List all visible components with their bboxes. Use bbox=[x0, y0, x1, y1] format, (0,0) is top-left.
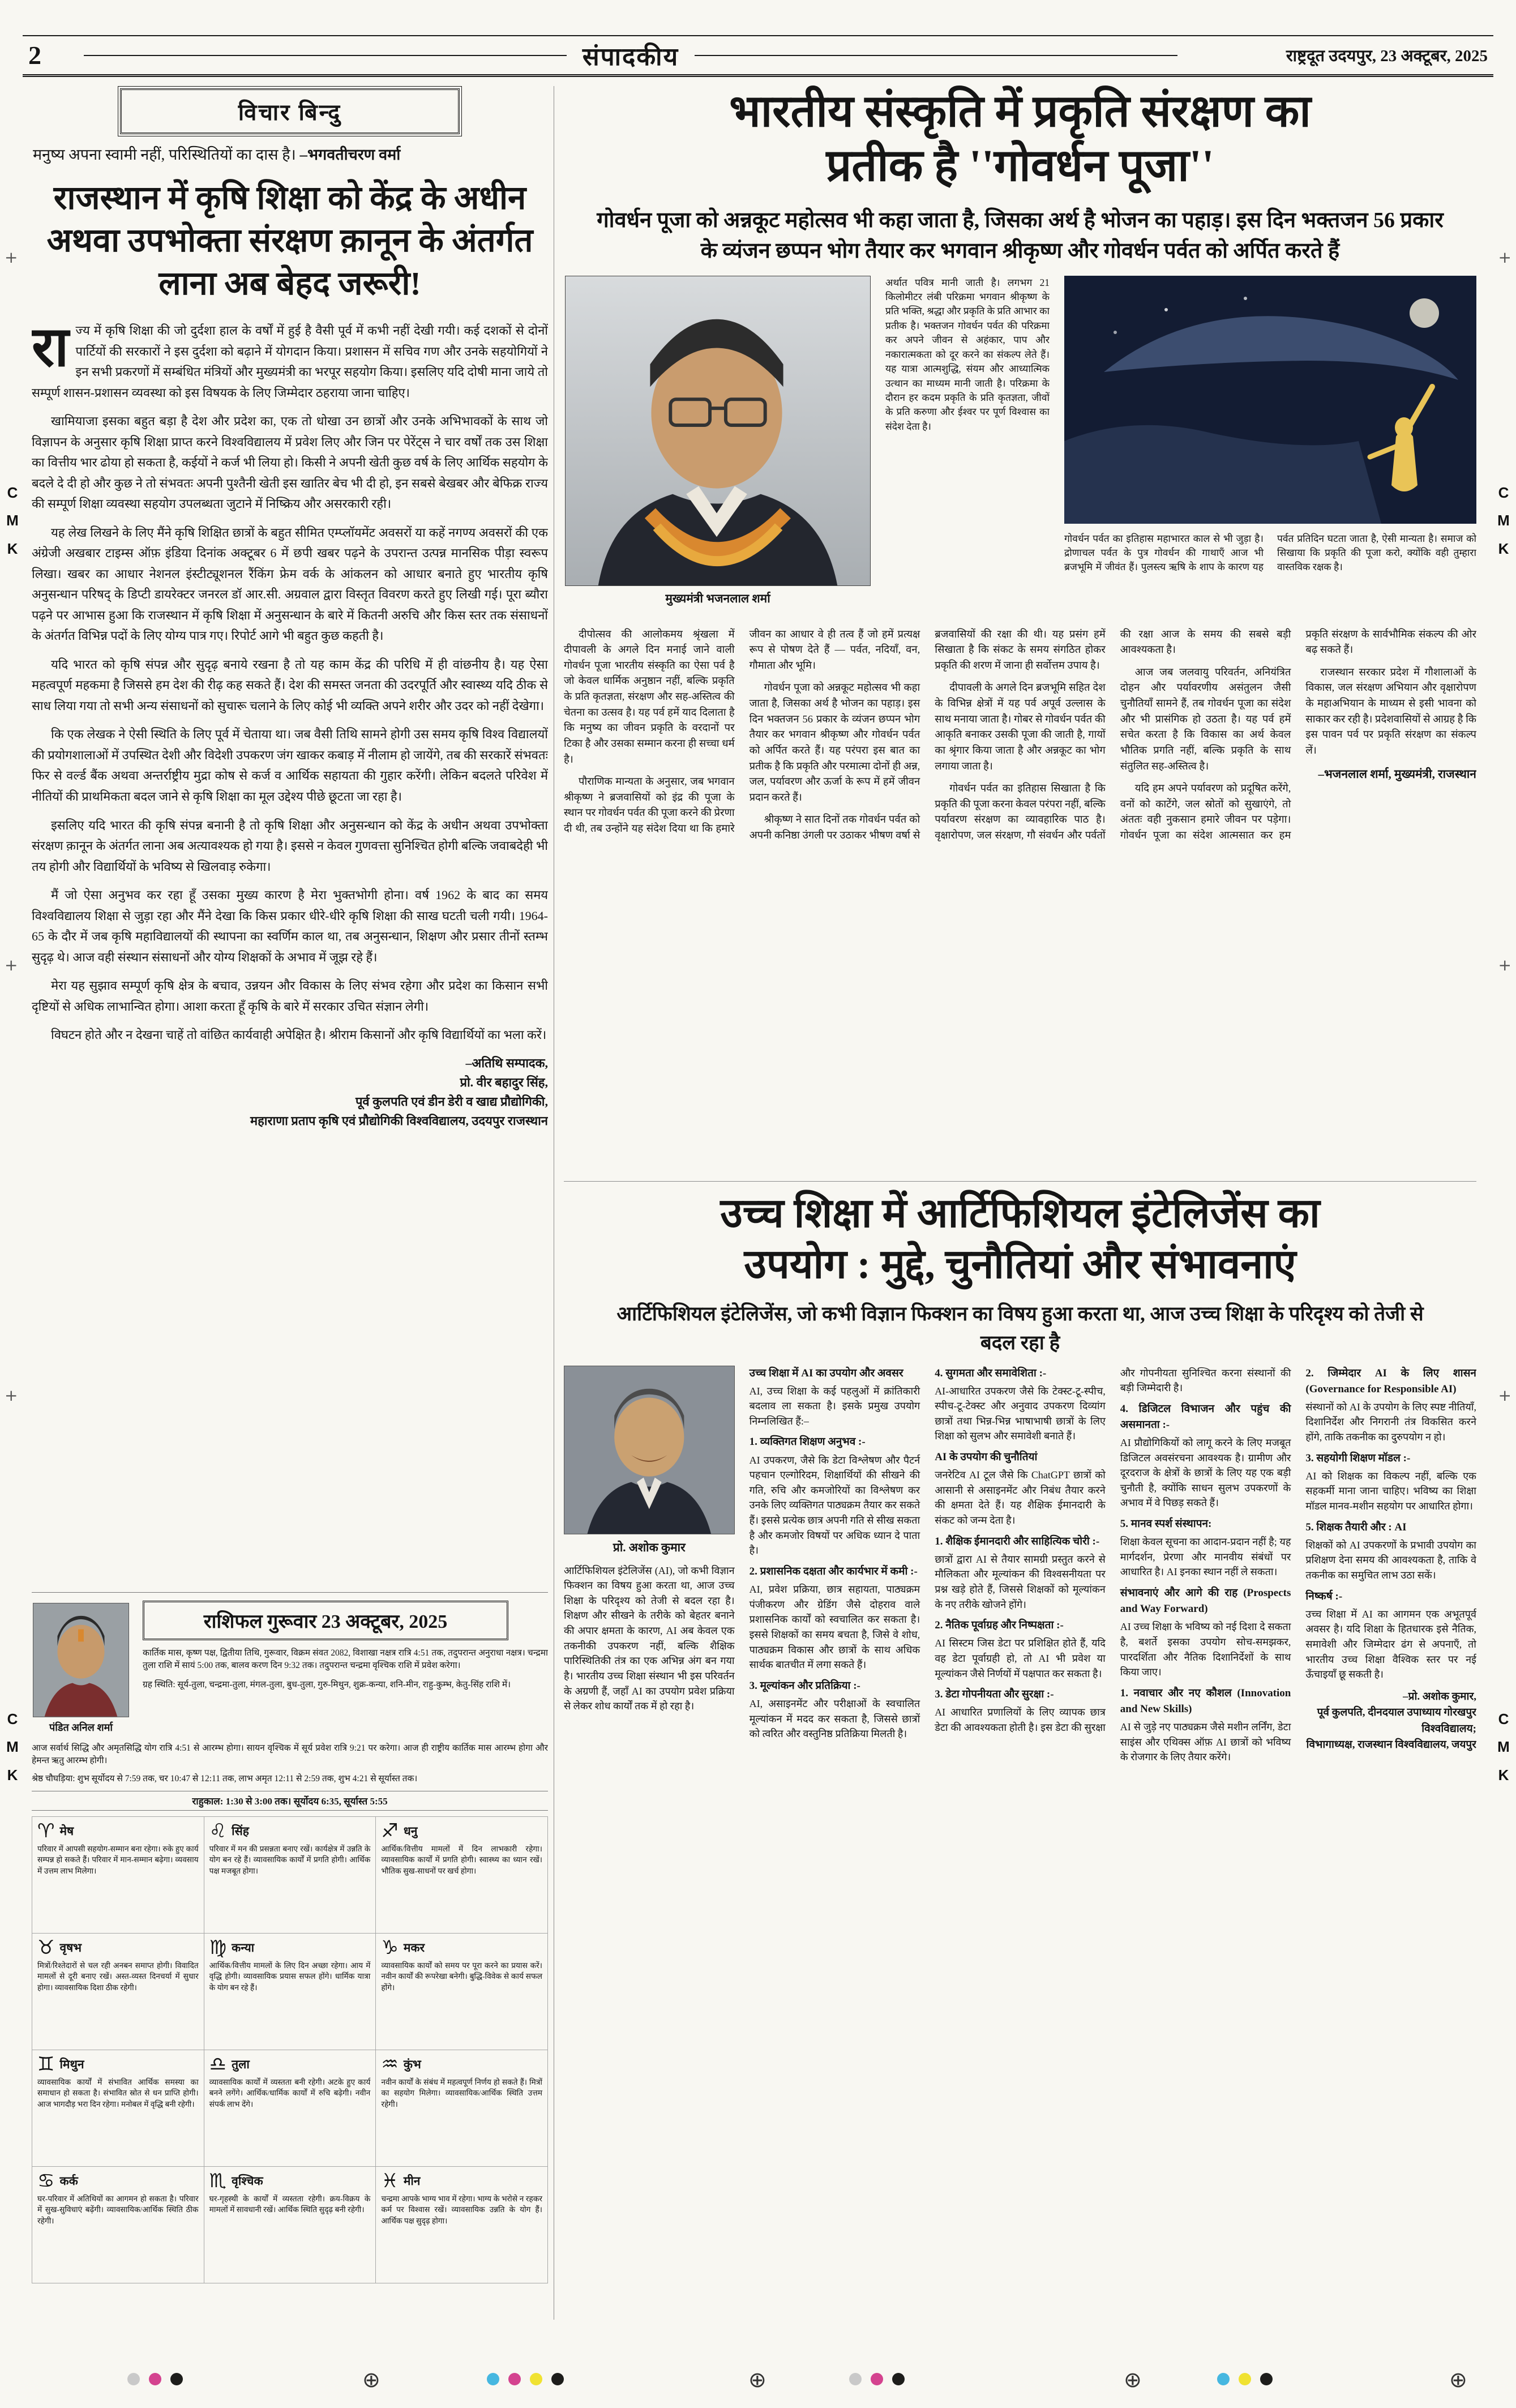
aquarius-icon: ♒ bbox=[381, 2053, 399, 2076]
pandit-caption: पंडित अनिल शर्मा bbox=[49, 1722, 113, 1733]
horoscope-header bbox=[32, 1601, 548, 1737]
horoscope-panchang: कार्तिक मास, कृष्ण पक्ष, द्वितीया तिथि, गुरूवार, विक्रम संवत 2082, विशाखा नक्षत्र रात्रि 4:51 तक, तदुपरान्त अनुराधा नक्षत्र। चन्द्रमा तुला राशि में सायं 5:00 तक, बालव करण दिन 9:32 तक। तदुपरान्त चन्द्रमा वृश्चिक राशि में प्रवेश करेगा। bbox=[143, 1648, 548, 1670]
main-headline-line1: भारतीय संस्कृति में प्रकृति संरक्षण का bbox=[729, 87, 1311, 136]
article-paragraph: गोवर्धन पर्वत का इतिहास सिखाता है कि प्रकृति की पूजा करना केवल परंपरा नहीं, बल्कि पर्यावरण संरक्षण का व्यावहारिक पाठ है। वृक्षारोपण, जल संरक्षण, गौ संवर्धन और पर्वतों की रक्षा आज के समय की सबसे बड़ी आवश्यकता है। bbox=[935, 628, 1291, 841]
krishna-illustration-figure bbox=[1064, 276, 1476, 524]
professor-photo-caption: प्रो. अशोक कुमार bbox=[613, 1540, 686, 1554]
cmk-mark-right-top: C M K bbox=[1497, 484, 1510, 557]
register-plus-mark: + bbox=[5, 248, 18, 267]
register-plus-mark: + bbox=[1498, 1386, 1511, 1405]
left-column bbox=[32, 86, 548, 1584]
zodiac-singh: ♌ सिंह परिवार में मन की प्रसन्नता बनाए रखें। कार्यक्षेत्र में उन्नति के योग बन रहे हैं। व्यावसायिक कार्यों में प्रगति होगी। आर्थिक पक्ष मजबूत होगा। bbox=[204, 1817, 376, 1934]
zodiac-vrishabh: ♉ वृषभ मित्रों/रिश्तेदारों से चल रही अनबन समाप्त होगी। विवादित मामलों से दूरी बनाए रखें। अस्त-व्यस्त दिनचर्या में सुधार होगा। व्यावसायिक दिशा ठीक रहेगी। bbox=[32, 1934, 204, 2050]
ai-block: 1. शैक्षिक ईमानदारी और साहित्यिक चोरी :- छात्रों द्वारा AI से तैयार सामग्री प्रस्तुत करने से मौलिकता और मूल्यांकन की विश्वसनीयता पर प्रश्न खड़े होते हैं, जिससे शिक्षकों को मूल्यांकन के नए तरीके खोजने होंगे। bbox=[935, 1535, 1106, 1610]
ai-article-byline: –प्रो. अशोक कुमार, पूर्व कुलपति, दीनदयाल उपाध्याय गोरखपुर विश्वविद्यालय; विभागाध्यक्ष, राजस्थान विश्वविद्यालय, जयपुर bbox=[1306, 1690, 1476, 1751]
article-paragraph: राज्य में कृषि शिक्षा की जो दुर्दशा हाल के वर्षों में हुई है वैसी पूर्व में कभी नहीं देखी गयी। कई दशकों से दोनों पार्टियों की सरकारों ने इस दुर्दशा को बढ़ाने में योगदान किया। प्रशासन में सचिव गण और उनके सहयोगियों ने इन सभी प्रकरणों में सम्बंधित मंत्रियों और मुख्यमंत्री का भरपूर सहयोग किया। इसलिए यदि दोषी माना जाये तो सम्पूर्ण शासन-प्रशासन व्यवस्था को इस विषयक के लिए जिम्मेदार ठहराया जाना चाहिए। bbox=[32, 317, 548, 400]
ai-headline-line2: उपयोग : मुद्दे, चुनौतियां और संभावनाएं bbox=[744, 1242, 1296, 1287]
ai-block: 3. सहयोगी शिक्षण मॉडल :- AI को शिक्षक का विकल्प नहीं, बल्कि एक सहकर्मी माना जाना चाहिए। भविष्य का शिक्षा मॉडल मानव-मशीन सहयोग पर आधारित होगा। bbox=[1305, 1452, 1476, 1512]
register-plus-mark: + bbox=[1498, 248, 1511, 267]
cm-photo-caption: मुख्यमंत्री भजनलाल शर्मा bbox=[665, 591, 770, 605]
pisces-icon: ♓ bbox=[381, 2170, 399, 2192]
main-middle-text: अर्थात पवित्र मानी जाती है। लगभग 21 किलोमीटर लंबी परिक्रमा भगवान श्रीकृष्ण के प्रति भक्ति, श्रद्धा और प्रकृति के प्रति आभार का प्रतीक है। भक्तजन गोवर्धन पर्वत की परिक्रमा कर अपने जीवन से अहंकार, पाप और नकारात्मकता को दूर करने का संकल्प लेते हैं। यह यात्रा आत्मशुद्धि, संयम और आध्यात्मिक उत्थान का माध्यम मानी जाती है। परिक्रमा के दौरान हर कदम प्रकृति के प्रति कृतज्ञता, जीवों के प्रति करुणा और ईश्वर पर पूर्ण विश्वास का संदेश देता है। bbox=[885, 276, 1050, 432]
cm-photo bbox=[565, 276, 871, 586]
govardhan-article bbox=[564, 85, 1476, 1177]
color-dots-group bbox=[849, 2373, 905, 2385]
left-article-signoff: –अतिथि सम्पादक, प्रो. वीर बहादुर सिंह, पूर्व कुलपति एवं डीन डेरी व खाद्य प्रौद्योगिकी, महाराणा प्रताप कृषि एवं प्रौद्योगिकी विश्वविद्यालय, उदयपुर राजस्थान bbox=[250, 1055, 548, 1128]
ai-block: 4. सुगमता और समावेशिता :- AI-आधारित उपकरण जैसे कि टेक्स्ट-टू-स्पीच, स्पीच-टू-टेक्स्ट और अनुवाद उपकरण दिव्यांग छात्रों तथा भिन्न-भिन्न भाषाभाषी छात्रों के लिए शिक्षा को सुलभ और समावेशी बनाते हैं। bbox=[935, 1367, 1106, 1442]
article-paragraph: यदि भारत को कृषि संपन्न और सुदृढ़ बनाये रखना है तो यह काम केंद्र की परिधि में ही वांछनीय है। यह ऐसा महत्वपूर्ण महकमा है जिससे हम देश की रीढ़ कह सकते हैं। देश की समस्त जनता की उदरपूर्ति और स्वास्थ्य यदि ठीक से साध लिया गया तो सभी अन्य संसाधनों को सुचारू चलाने के लिए कोई भी व्यक्ति अपने शरीर और उदर को नहीं देखेगा। bbox=[32, 657, 548, 713]
zodiac-grid bbox=[32, 1816, 548, 2283]
virgo-icon: ♍ bbox=[209, 1936, 227, 1959]
register-plus-mark: + bbox=[5, 1386, 18, 1405]
article-paragraph: विघटन होते और न देखना चाहें तो वांछित कार्यवाही अपेक्षित है। श्रीराम किसानों और कृषि विद्यार्थियों का भला करें। bbox=[51, 1028, 547, 1042]
zodiac-dhanu: ♐ धनु आर्थिक/वित्तीय मामलों में दिन लाभकारी रहेगा। व्यावसायिक कार्यों में प्रगति होगी। स्वास्थ्य का ध्यान रखें। भौतिक सुख-साधनों पर खर्च होगा। bbox=[376, 1817, 548, 1934]
ai-block: उच्च शिक्षा में AI का उपयोग और अवसर AI, उच्च शिक्षा के कई पहलुओं में क्रांतिकारी बदलाव ला सकता है। इसके प्रमुख उपयोग निम्नलिखित हैं:– bbox=[749, 1367, 920, 1427]
color-dots-group bbox=[1217, 2373, 1273, 2385]
main-headline-line2: प्रतीक है ''गोवर्धन पूजा'' bbox=[826, 142, 1214, 191]
crosshair-mark: ⊕ bbox=[1124, 2367, 1142, 2392]
main-article-body bbox=[564, 627, 1476, 1159]
article-divider-horizontal bbox=[564, 1181, 1476, 1182]
page-number: 2 bbox=[28, 41, 41, 70]
horoscope-yoga: आज सर्वार्थ सिद्धि और अमृतसिद्धि योग रात्रि 4:51 से आरम्भ होगा। सायन वृश्चिक में सूर्य प्रवेश रात्रि 9:21 पर करेगा। आज ही राष्ट्रीय कार्तिक मास आरम्भ होगा और हेमन्त ऋतु आरम्भ होगी। bbox=[32, 1743, 548, 1765]
main-standfirst: गोवर्धन पूजा को अन्नकूट महोत्सव भी कहा जाता है, जिसका अर्थ है भोजन का पहाड़। इस दिन भक्तजन 56 प्रकार के व्यंजन छप्पन भोग तैयार कर भगवान श्रीकृष्ण और गोवर्धन पर्वत को अर्पित करते हैं bbox=[597, 208, 1444, 263]
masthead bbox=[23, 35, 1493, 77]
article-paragraph: पौराणिक मान्यता के अनुसार, जब भगवान श्रीकृष्ण ने ब्रजवासियों को इंद्र की पूजा के स्थान पर गोवर्धन पर्वत की पूजा करने की प्रेरणा दी थी, तब उन्होंने यह संदेश दिया था कि हमारे जीवन का आधार वे ही तत्व हैं जो हमें प्रत्यक्ष रूप से पोषण देते हैं — पर्वत, नदियाँ, वन, गौमाता और भूमि। bbox=[564, 628, 920, 834]
quote-text: मनुष्य अपना स्वामी नहीं, परिस्थितियों का दास है। bbox=[33, 146, 296, 163]
ai-block: 5. शिक्षक तैयारी और : AI शिक्षकों को AI उपकरणों के प्रभावी उपयोग का प्रशिक्षण देना समय की आवश्यकता है, ताकि वे तकनीक का समुचित लाभ उठा सकें। bbox=[1305, 1521, 1476, 1581]
article-paragraph: इसलिए यदि भारत की कृषि संपन्न बनानी है तो कृषि शिक्षा और अनुसन्धान को केंद्र के अधीन अथवा उपभोक्ता संरक्षण क़ानून के अंतर्गत लाना अब अत्यावश्यक हो गया है। इससे न केवल गुणवत्ता सुनिश्चित होगी बल्कि जवाबदेही भी तय होगी और विद्यार्थियों के भविष्य से खिलवाड़ रुकेगा। bbox=[32, 818, 548, 874]
edition-date: राष्ट्रदूत उदयपुर, 23 अक्टूबर, 2025 bbox=[1286, 47, 1488, 65]
ai-block: निष्कर्ष :- उच्च शिक्षा में AI का आगमन एक अभूतपूर्व अवसर है। यदि शिक्षा के हितधारक इसे नैतिक, समावेशी और जिम्मेदार ढंग से अपनाएँ, तो भारतीय उच्च शिक्षा वैश्विक स्तर पर नई ऊँचाइयाँ छू सकती है। bbox=[1305, 1590, 1476, 1680]
professor-photo bbox=[564, 1366, 735, 1534]
zodiac-kumbh: ♒ कुंभ नवीन कार्यों के संबंध में महत्वपूर्ण निर्णय हो सकते हैं। मित्रों का सहयोग मिलेगा। व्यावसायिक/आर्थिक स्थिति उत्तम रहेगी। bbox=[376, 2050, 548, 2167]
article-paragraph: गोवर्धन पूजा को अन्नकूट महोत्सव भी कहा जाता है, जिसका अर्थ है भोजन का पहाड़। इस दिन भक्तजन 56 प्रकार के व्यंजन छप्पन भोग तैयार कर भगवान श्रीकृष्ण और गोवर्धन पर्वत को अर्पित करते हैं। यह परंपरा इस बात का प्रतीक है कि प्रकृति और परमात्मा दोनों ही अन्न, जल, पर्यावरण और ऊर्जा के रूप में हमें जीवन प्रदान करते हैं। bbox=[749, 682, 920, 803]
ai-block: आर्टिफिशियल इंटेलिजेंस (AI), जो कभी विज्ञान फिक्शन का विषय हुआ करता था, आज उच्च शिक्षा के परिदृश्य को तेजी से बदल रहा है। शिक्षण और सीखने के तरीके को बेहतर बनाने की अपार क्षमता के कारण, AI अब केवल एक तकनीकी उपकरण नहीं, बल्कि शैक्षिक पारिस्थितिकी तंत्र का एक अभिन्न अंग बन गया है। भारतीय उच्च शिक्षा संस्थान भी इस परिवर्तन के अग्रणी हैं, जहाँ AI का उपयोग प्रवेश प्रक्रिया से लेकर शोध कार्यों तक में हो रहा है। bbox=[564, 1564, 735, 1712]
pandit-photo bbox=[33, 1603, 129, 1717]
ai-block: 2. प्रशासनिक दक्षता और कार्यभार में कमी :- AI, प्रवेश प्रक्रिया, छात्र सहायता, पाठ्यक्रम पंजीकरण और ग्रेडिंग जैसे दोहराव वाले प्रशासनिक कार्यों को स्वचालित कर सकता है। इससे शिक्षकों का समय बचता है, जिसे वे शोध, पाठ्यक्रम विकास और छात्रों के साथ अधिक सार्थक बातचीत में लगा सकते हैं। bbox=[749, 1565, 920, 1671]
capricorn-icon: ♑ bbox=[381, 1936, 399, 1959]
crosshair-mark: ⊕ bbox=[362, 2367, 380, 2392]
horoscope-rahukal: राहुकाल: 1:30 से 3:00 तक। सूर्योदय 6:35, सूर्यास्त 5:55 bbox=[32, 1791, 548, 1811]
professor-photo-figure bbox=[564, 1366, 735, 1556]
cm-photo-figure bbox=[565, 276, 871, 606]
zodiac-tula: ♎ तुला व्यावसायिक कार्यों में व्यस्तता बनी रहेगी। अटके हुए कार्य बनने लगेंगे। आर्थिक/धार्मिक कार्यों में रुचि बढ़ेगी। नवीन संपर्क लाभ देंगे। bbox=[204, 2050, 376, 2167]
ai-block: 2. जिम्मेदार AI के लिए शासन (Governance for Responsible AI) संस्थानों को AI के उपयोग के लिए स्पष्ट नीतियाँ, दिशानिर्देश और निगरानी तंत्र विकसित करने होंगे, ताकि तकनीक का दुरुपयोग न हो। bbox=[1305, 1367, 1476, 1443]
horoscope-chaughadiya: श्रेष्ठ चौघड़िया: शुभ सूर्योदय से 7:59 तक, चर 10:47 से 12:11 तक, लाभ अमृत 12:11 से 2:59 तक, शुभ 4:21 से सूर्यास्त तक। bbox=[32, 1774, 418, 1783]
vichar-bindu-box bbox=[120, 88, 460, 134]
krishna-illustration bbox=[1064, 276, 1476, 524]
sagittarius-icon: ♐ bbox=[381, 1820, 399, 1842]
zodiac-kanya: ♍ कन्या आर्थिक/वित्तीय मामलों के लिए दिन अच्छा रहेगा। आय में वृद्धि होगी। व्यावसायिक प्रयास सफल होंगे। धार्मिक यात्रा के योग बन रहे हैं। bbox=[204, 1934, 376, 2050]
zodiac-mithun: ♊ मिथुन व्यावसायिक कार्यों में संभावित आर्थिक समस्या का समाधान हो सकता है। संभावित स्रोत से धन प्राप्ति होगी। आज भागदौड़ भरा दिन रहेगा। मनोबल में वृद्धि बनी रहेगी। bbox=[32, 2050, 204, 2167]
ai-article-body bbox=[564, 1366, 1476, 2260]
horoscope-section bbox=[32, 1592, 548, 2345]
ai-standfirst: आर्टिफिशियल इंटेलिजेंस, जो कभी विज्ञान फिक्शन का विषय हुआ करता था, आज उच्च शिक्षा के परिदृश्य को तेजी से बदल रहा है bbox=[616, 1303, 1424, 1354]
zodiac-makar: ♑ मकर व्यावसायिक कार्यों को समय पर पूरा करने का प्रयास करें। नवीन कार्यों की रूपरेखा बनेगी। बुद्धि-विवेक से कार्य सफल होंगे। bbox=[376, 1934, 548, 2050]
article-paragraph: श्रीकृष्ण ने सात दिनों तक गोवर्धन पर्वत को अपनी कनिष्ठा उंगली पर उठाकर भीषण वर्षा से ब्रजवासियों की रक्षा की थी। यह प्रसंग हमें सिखाता है कि संकट के समय संगठित होकर प्रकृति की शरण में जाना ही सर्वोत्तम उपाय है। bbox=[749, 628, 1106, 841]
left-article-body bbox=[32, 317, 548, 1131]
main-undertext: गोवर्धन पर्वत का इतिहास महाभारत काल से भी जुड़ा है। द्रोणाचल पर्वत के पुत्र गोवर्धन की गाथाएँ आज भी ब्रजभूमि में जीवंत हैं। पुलस्त्य ऋषि के शाप के कारण यह पर्वत प्रतिदिन घटता जाता है, ऐसी मान्यता है। समाज को सिखाया कि प्रकृति की पूजा करो, क्योंकि वही तुम्हारा वास्तविक रक्षक है। bbox=[1064, 532, 1476, 573]
article-paragraph: राजस्थान सरकार प्रदेश में गौशालाओं के विकास, जल संरक्षण अभियान और वृक्षारोपण के महाअभियान के माध्यम से इसी भावना को साकार कर रही है। प्रदेशवासियों से आग्रह है कि इस पावन पर्व पर प्रकृति संरक्षण का संकल्प लें। bbox=[1305, 666, 1476, 756]
drop-cap: रा bbox=[32, 317, 69, 379]
masthead-rule-right bbox=[695, 55, 1177, 56]
ai-block: 5. मानव स्पर्श संस्थापन: शिक्षा केवल सूचना का आदान-प्रदान नहीं है; यह मार्गदर्शन, प्रेरणा और मानवीय संबंधों पर आधारित है। AI इनका स्थान नहीं ले सकता। bbox=[1120, 1518, 1291, 1578]
article-paragraph: यदि हम अपने पर्यावरण को प्रदूषित करेंगे, वनों को काटेंगे, जल स्रोतों को सुखाएंगे, तो अंततः वही नुकसान हमारे जीवन पर पड़ेगा। गोवर्धन पूजा का संदेश आत्मसात कर हम प्रकृति संरक्षण के सार्वभौमिक संकल्प की ओर बढ़ सकते हैं। bbox=[1120, 628, 1476, 841]
aries-icon: ♈ bbox=[37, 1820, 55, 1842]
masthead-rule-left bbox=[84, 55, 567, 56]
zodiac-mesh: ♈ मेष परिवार में आपसी सहयोग-सम्मान बना रहेगा। रुके हुए कार्य सम्पन्न हो सकते हैं। परिवार में मान-सम्मान बढ़ेगा। व्यवसाय में उत्तम लाभ मिलेगा। bbox=[32, 1817, 204, 1934]
quote-author: –भगवतीचरण वर्मा bbox=[299, 146, 401, 163]
ai-block: 4. डिजिटल विभाजन और पहुंच की असमानता :- AI प्रौद्योगिकियों को लागू करने के लिए मजबूत डिजिटल अवसंरचना आवश्यक है। ग्रामीण और दूरदराज के क्षेत्रों के छात्रों के लिए यह एक बड़ी चुनौती है, क्योंकि साधन सुलभ उपकरणों के अभाव में वे पिछड़ सकते हैं। bbox=[1120, 1402, 1291, 1509]
register-plus-mark: + bbox=[5, 956, 18, 974]
zodiac-vrishchik: ♏ वृश्चिक घर-गृहस्थी के कार्यों में व्यस्तता रहेगी। क्रय-विक्रय के मामलों में सावधानी रखें। आर्थिक स्थिति सुदृढ़ बनी रहेगी। bbox=[204, 2167, 376, 2283]
cancer-icon: ♋ bbox=[37, 2170, 55, 2192]
article-paragraph: दीपावली के अगले दिन ब्रजभूमि सहित देश के विभिन्न क्षेत्रों में यह पर्व अपूर्व उल्लास के साथ मनाया जाता है। गोबर से गोवर्धन पर्वत की आकृति बनाकर उसकी पूजा की जाती है, गायों का श्रृंगार किया जाता है और अन्नकूट का भोग लगाया जाता है। bbox=[935, 682, 1106, 772]
gemini-icon: ♊ bbox=[37, 2053, 55, 2076]
libra-icon: ♎ bbox=[209, 2053, 227, 2076]
horoscope-title: राशिफल गुरूवार 23 अक्टूबर, 2025 bbox=[143, 1601, 508, 1640]
cmk-mark-left-bottom: C M K bbox=[6, 1710, 19, 1783]
pandit-photo-art bbox=[33, 1603, 129, 1717]
scorpio-icon: ♏ bbox=[209, 2170, 227, 2192]
ai-block: 1. व्यक्तिगत शिक्षण अनुभव :- AI उपकरण, जैसे कि डेटा विश्लेषण और पैटर्न पहचान एल्गोरिदम, शिक्षार्थियों की सीखने की गति, रुचि और कमजोरियों का विश्लेषण कर उनके लिए व्यक्तिगत पाठ्यक्रम तैयार कर सकते हैं। इससे प्रत्येक छात्र अपनी गति से सीख सकता है और कमजोर विषयों पर अधिक ध्यान दे पाता है। bbox=[749, 1436, 920, 1556]
article-paragraph: मैं जो ऐसा अनुभव कर रहा हूँ उसका मुख्य कारण है मेरा भुक्तभोगी होना। वर्ष 1962 के बाद का समय विश्वविद्यालय शिक्षा से जुड़ा रहा और मैंने देखा कि किस प्रकार धीरे-धीरे कृषि शिक्षा की साख घटती चली गयी। 1964-65 के दौर में जब कृषि महाविद्यालयों की स्थापना का स्वर्णिम काल था, तब अनुसन्धान, शिक्षण और प्रसार तीनों स्तम्भ सुदृढ़ थे। आज वही संस्थान संसाधनों और योग्य शिक्षकों के अभाव में जूझ रहे हैं। bbox=[32, 888, 548, 964]
crosshair-mark: ⊕ bbox=[1449, 2367, 1467, 2392]
color-dots-group bbox=[487, 2373, 564, 2385]
cmk-mark-left-top: C M K bbox=[6, 484, 19, 557]
register-plus-mark: + bbox=[1498, 956, 1511, 974]
ai-headline-line1: उच्च शिक्षा में आर्टिफिशियल इंटेलिजेंस का bbox=[720, 1191, 1320, 1236]
article-paragraph: यह लेख लिखने के लिए मैंने कृषि शिक्षित छात्रों के बहुत सीमित एम्प्लॉयमेंट अवसरों या कहें नगण्य अवसरों की एक अंग्रेजी अखबार टाइम्स ऑफ़ इंडिया दिनांक अक्टूबर 6 में छपी खबर पढ़ने के उपरान्त उत्पन्न मानसिक पीड़ा स्वरूप लिखा। खबर का आधार नेशनल इंस्टीट्यूशनल रैंकिंग फ्रेम वर्क के आंकलन को आधार बनाते हुए भारतीय कृषि अनुसन्धान परिषद् के डिप्टी डायरेक्टर जनरल डॉ आर.सी. अग्रवाल द्वारा विस्तृत विवरण करते हुए लिखी गई। पूरा ब्यौरा पढ़ने पर आभास हुआ कि राजस्थान में कृषि शिक्षा में अनुसन्धान के बारे में कितनी अरुचि और किस स्तर तक संसाधनों के अंतर्गत विभिन्न पदों के लिए योग्य पात्र गए। रिपोर्ट आगे भी बहुत कुछ कहती है। bbox=[32, 525, 548, 643]
article-paragraph: आज जब जलवायु परिवर्तन, अनियंत्रित दोहन और पर्यावरणीय असंतुलन जैसी चुनौतियाँ सामने हैं, तब गोवर्धन पूजा का संदेश और भी प्रासंगिक हो उठता है। यह पर्व हमें सचेत करता है कि विकास का अर्थ केवल भौतिक प्रगति नहीं, बल्कि प्रकृति के साथ संतुलित सह-अस्तित्व है। bbox=[1120, 666, 1291, 772]
bottom-print-marks bbox=[0, 2367, 1516, 2393]
ai-block: 2. नैतिक पूर्वाग्रह और निष्पक्षता :- AI सिस्टम जिस डेटा पर प्रशिक्षित होते हैं, यदि वह डेटा पूर्वाग्रही हो, तो AI भी प्रवेश या मूल्यांकन जैसे निर्णयों में पक्षपात कर सकता है। bbox=[935, 1619, 1106, 1679]
color-dots-group bbox=[127, 2373, 183, 2385]
article-paragraph: दीपोत्सव की आलोकमय श्रृंखला में दीपावली के अगले दिन मनाई जाने वाली गोवर्धन पूजा भारतीय संस्कृति का ऐसा पर्व है जो केवल धार्मिक अनुष्ठान नहीं, बल्कि प्रकृति के प्रति कृतज्ञता, संरक्षण और सह-अस्तित्व की चेतना का उत्सव है। यह पर्व हमें याद दिलाता है कि मनुष्य का जीवन प्रकृति के वरदानों पर टिका है और उसका सम्मान करना ही सच्चा धर्म है। bbox=[564, 628, 735, 765]
ai-block: 3. मूल्यांकन और प्रतिक्रिया :- AI, असाइनमेंट और परीक्षाओं के स्वचालित मूल्यांकन में मदद कर सकता है, जिससे छात्रों को त्वरित और वस्तुनिष्ठ प्रतिक्रिया मिलती है। bbox=[749, 1679, 920, 1740]
main-figure-row bbox=[564, 276, 1476, 618]
article-paragraph: मेरा यह सुझाव सम्पूर्ण कृषि क्षेत्र के बचाव, उन्नयन और विकास के लिए संभव रहेगा और प्रदेश का किसान सभी दृष्टियों से अधिक लाभान्वित होगा। आशा करता हूँ कृषि के बारे में सरकार उचित संज्ञान लेगी। bbox=[32, 978, 548, 1013]
ai-block: 3. डेटा गोपनीयता और सुरक्षा :- AI आधारित प्रणालियों के लिए व्यापक छात्र डेटा की आवश्यकता होती है। इस डेटा की सुरक्षा और गोपनीयता सुनिश्चित करना संस्थानों की बड़ी जिम्मेदारी है। bbox=[935, 1367, 1291, 1734]
ai-block: AI के उपयोग की चुनौतियां जनरेटिव AI टूल जैसे कि ChatGPT छात्रों को आसानी से असाइनमेंट और निबंध तैयार करने की क्षमता देते हैं। यह शैक्षिक ईमानदारी के संकट को जन्म देता है। bbox=[935, 1451, 1106, 1526]
left-article-headline: राजस्थान में कृषि शिक्षा को केंद्र के अधीन अथवा उपभोक्ता संरक्षण क़ानून के अंतर्गत लाना अब बेहद जरूरी! bbox=[46, 179, 533, 302]
section-title: संपादकीय bbox=[582, 42, 679, 71]
quote-of-the-day bbox=[33, 143, 547, 164]
zodiac-kark: ♋ कर्क घर-परिवार में अतिथियों का आगमन हो सकता है। परिवार में सुख-सुविधाएं बढ़ेंगी। व्यावसायिक/आर्थिक स्थिति ठीक रहेगी। bbox=[32, 2167, 204, 2283]
article-paragraph: कि एक लेखक ने ऐसी स्थिति के लिए पूर्व में चेताया था। जब वैसी तिथि सामने होगी उस समय कृषि विश्व विद्यालयों की प्रयोगशालाओं में उपस्थित देशी और विदेशी उपकरण जंग खाकर कबाड़ में नीलाम हो जायेंगे, तब की सरकारें संभवतः फिर से वर्ल्ड बैंक अथवा अन्तर्राष्ट्रीय मुद्रा कोष से कर्ज व आर्थिक सहायता की गुहार करेंगी। लेकिन बदलते परिवेश में नीतियों की प्राथमिकता बदल जाने से कृषि शिक्षा का मूल उद्देश्य पीछे छूटता जा रहा है। bbox=[32, 727, 548, 803]
zodiac-meen: ♓ मीन चन्द्रमा आपके भाग्य भाव में रहेगा। भाग्य के भरोसे न रहकर कर्म पर विश्वास रखें। व्यावसायिक उन्नति के योग हैं। आर्थिक पक्ष सुदृढ़ होगा। bbox=[376, 2167, 548, 2283]
crosshair-mark: ⊕ bbox=[748, 2367, 766, 2392]
ai-block: संभावनाएं और आगे की राह (Prospects and Way Forward) AI उच्च शिक्षा के भविष्य को नई दिशा दे सकता है, बशर्ते इसका उपयोग सोच-समझकर, पारदर्शिता और नैतिक दिशानिर्देशों के साथ किया जाए। bbox=[1120, 1587, 1291, 1678]
ai-article bbox=[564, 1188, 1476, 2312]
taurus-icon: ♉ bbox=[37, 1936, 55, 1959]
cmk-mark-right-bottom: C M K bbox=[1497, 1710, 1510, 1783]
ai-block: 1. नवाचार और नए कौशल (Innovation and New Skills) AI से जुड़े नए पाठ्यक्रम जैसे मशीन लर्निंग, डेटा साइंस और एथिक्स ऑफ़ AI छात्रों को भविष्य के रोजगार के लिए तैयार करेंगे। bbox=[1120, 1687, 1291, 1763]
main-article-byline: –भजनलाल शर्मा, मुख्यमंत्री, राजस्थान bbox=[1318, 767, 1476, 781]
article-paragraph: खामियाजा इसका बहुत बड़ा है देश और प्रदेश का, एक तो धोखा उन छात्रों और उनके अभिभावकों के साथ जो विज्ञापन के अनुसार कृषि शिक्षा प्राप्त करने विश्वविद्यालय में प्रवेश लिए और जिन पर पेरेंट्स ने चार वर्षों तक उस शिक्षा का वित्तीय भार ढोया हो सकता है, कईयों ने कर्ज भी लिया हो। किसी ने अपनी खेती कुछ वर्ष के लिए आर्थिक सहयोग के बदले दे दी हो और कुछ ने तो संभवतः अपनी पुश्तैनी खेती इस खातिर बेच भी दी हो, इन सबसे बेखबर और बेफिक्र राज्य की सम्पूर्ण शिक्षा व्यवस्था सहयोग उपलब्धता जुटाने में निष्क्रिय और असरकारी रही। bbox=[32, 414, 548, 511]
vichar-bindu-title: विचार बिन्दु bbox=[238, 100, 342, 125]
horoscope-planets: ग्रह स्थिति: सूर्य-तुला, चन्द्रमा-तुला, मंगल-तुला, बुध-तुला, गुरु-मिथुन, शुक्र-कन्या, शनि-मीन, राहु-कुम्भ, केतु-सिंह राशि में। bbox=[143, 1680, 511, 1690]
leo-icon: ♌ bbox=[209, 1820, 227, 1842]
